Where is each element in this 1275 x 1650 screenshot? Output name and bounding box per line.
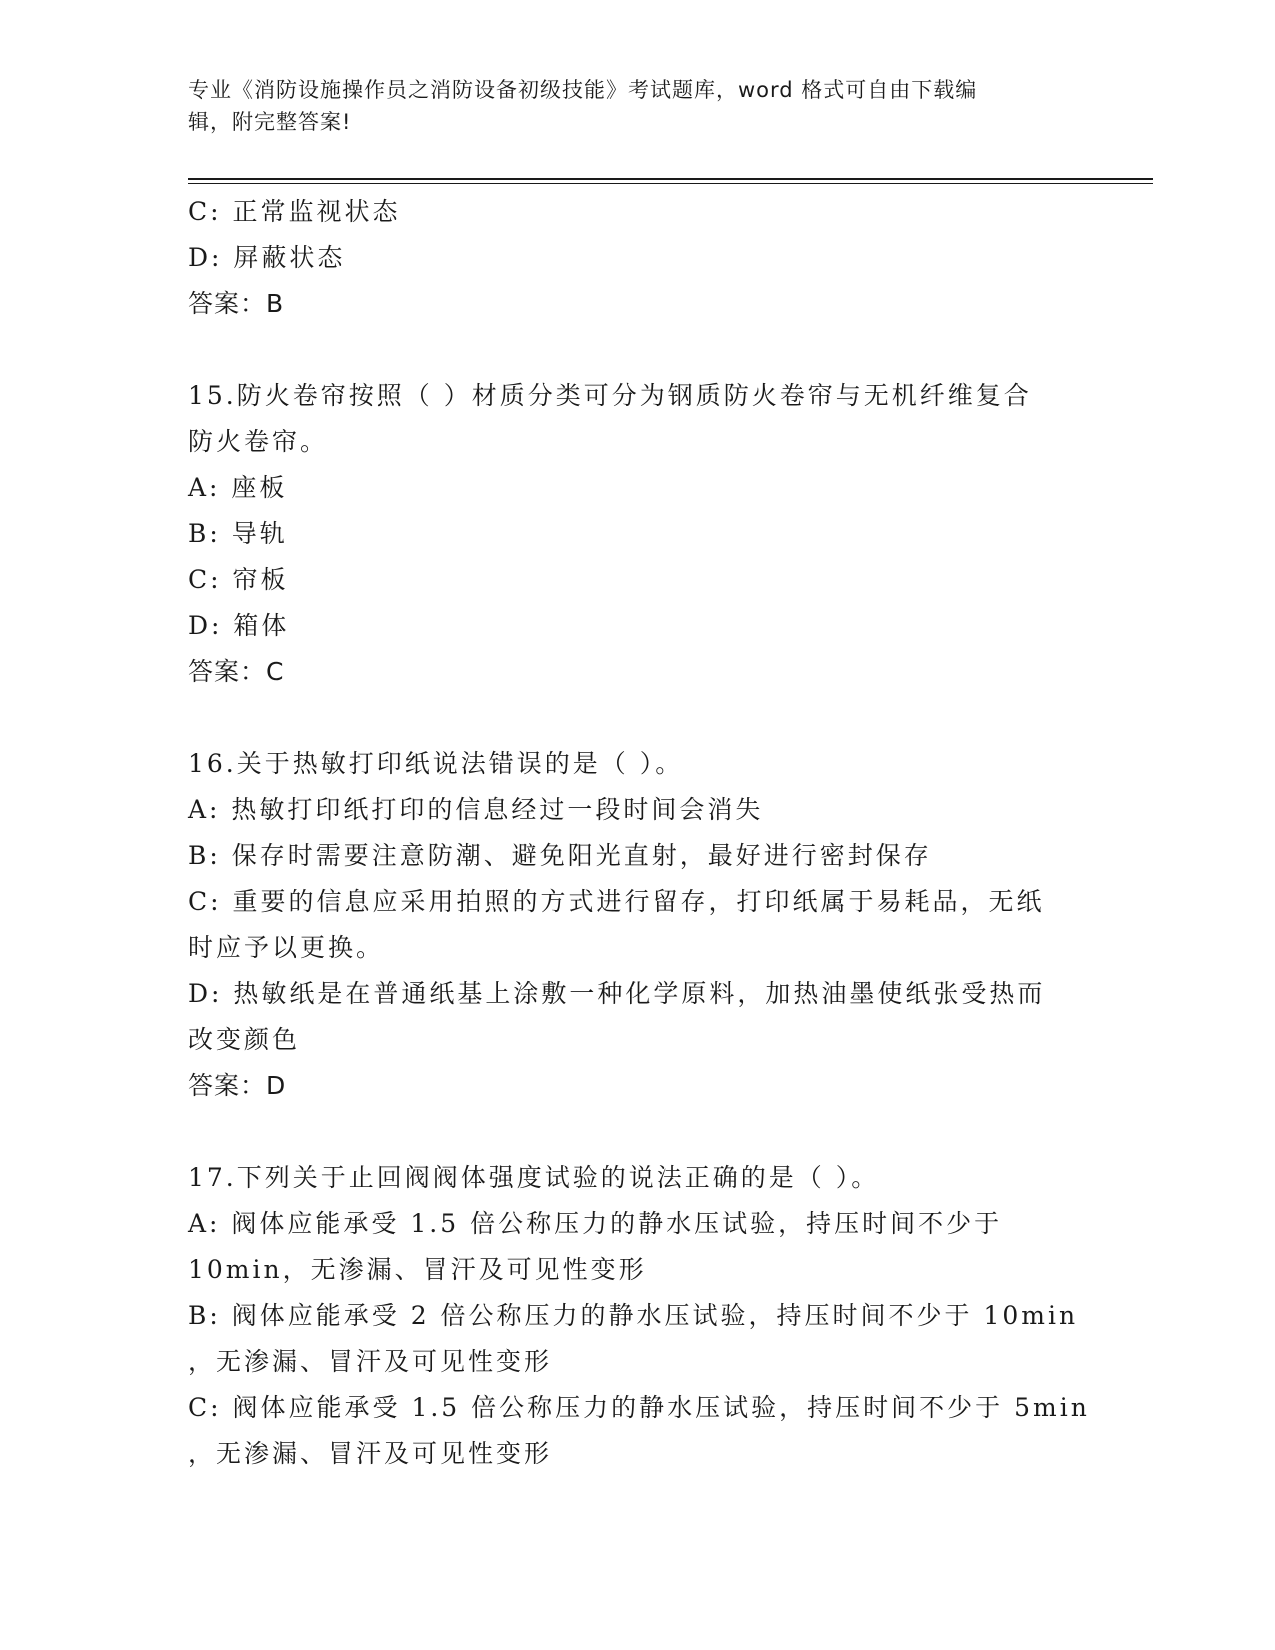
question-15	[188, 373, 1088, 695]
header-line-2: 辑，附完整答案!	[188, 110, 352, 134]
option-b-cont: ，无渗漏、冒汗及可见性变形	[188, 1347, 553, 1376]
option-b: B: 导轨	[188, 519, 288, 548]
option-a: A: 阀体应能承受 1.5 倍公称压力的静水压试验，持压时间不少于	[188, 1209, 1003, 1238]
option-d: D: 热敏纸是在普通纸基上涂敷一种化学原料，加热油墨使纸张受热而	[188, 979, 1046, 1008]
option-c: C: 阀体应能承受 1.5 倍公称压力的静水压试验，持压时间不少于 5min	[188, 1393, 1090, 1422]
option-c-cont: 时应予以更换。	[188, 933, 385, 962]
answer-label: 答案：B	[188, 289, 285, 318]
option-a: A: 热敏打印纸打印的信息经过一段时间会消失	[188, 795, 764, 824]
option-d: D: 屏蔽状态	[188, 243, 346, 272]
option-c: C: 正常监视状态	[188, 197, 401, 226]
document-header	[188, 74, 1068, 138]
question-stem: 15.防火卷帘按照（ ）材质分类可分为钢质防火卷帘与无机纤维复合	[188, 381, 1032, 410]
question-stem: 17.下列关于止回阀阀体强度试验的说法正确的是（ ）。	[188, 1163, 880, 1192]
option-d: D: 箱体	[188, 611, 290, 640]
answer-label: 答案：C	[188, 657, 285, 686]
header-divider-thick	[188, 178, 1153, 180]
option-c: C: 帘板	[188, 565, 289, 594]
header-line-1: 专业《消防设施操作员之消防设备初级技能》考试题库，word 格式可自由下载编	[188, 78, 978, 102]
question-17	[188, 1155, 1088, 1477]
option-b: B: 阀体应能承受 2 倍公称压力的静水压试验，持压时间不少于 10min	[188, 1301, 1079, 1330]
question-content	[188, 189, 1088, 1477]
prev-question	[188, 189, 1088, 327]
header-divider-thin	[188, 183, 1153, 184]
answer-label: 答案：D	[188, 1071, 287, 1100]
option-d-cont: 改变颜色	[188, 1025, 301, 1054]
question-stem: 16.关于热敏打印纸说法错误的是（ ）。	[188, 749, 684, 778]
option-b: B: 保存时需要注意防潮、避免阳光直射，最好进行密封保存	[188, 841, 932, 870]
option-c-cont: ，无渗漏、冒汗及可见性变形	[188, 1439, 553, 1468]
question-16	[188, 741, 1088, 1109]
option-c: C: 重要的信息应采用拍照的方式进行留存，打印纸属于易耗品，无纸	[188, 887, 1045, 916]
option-a: A: 座板	[188, 473, 288, 502]
question-stem-cont: 防火卷帘。	[188, 427, 329, 456]
option-a-cont: 10min，无渗漏、冒汗及可见性变形	[188, 1255, 647, 1284]
